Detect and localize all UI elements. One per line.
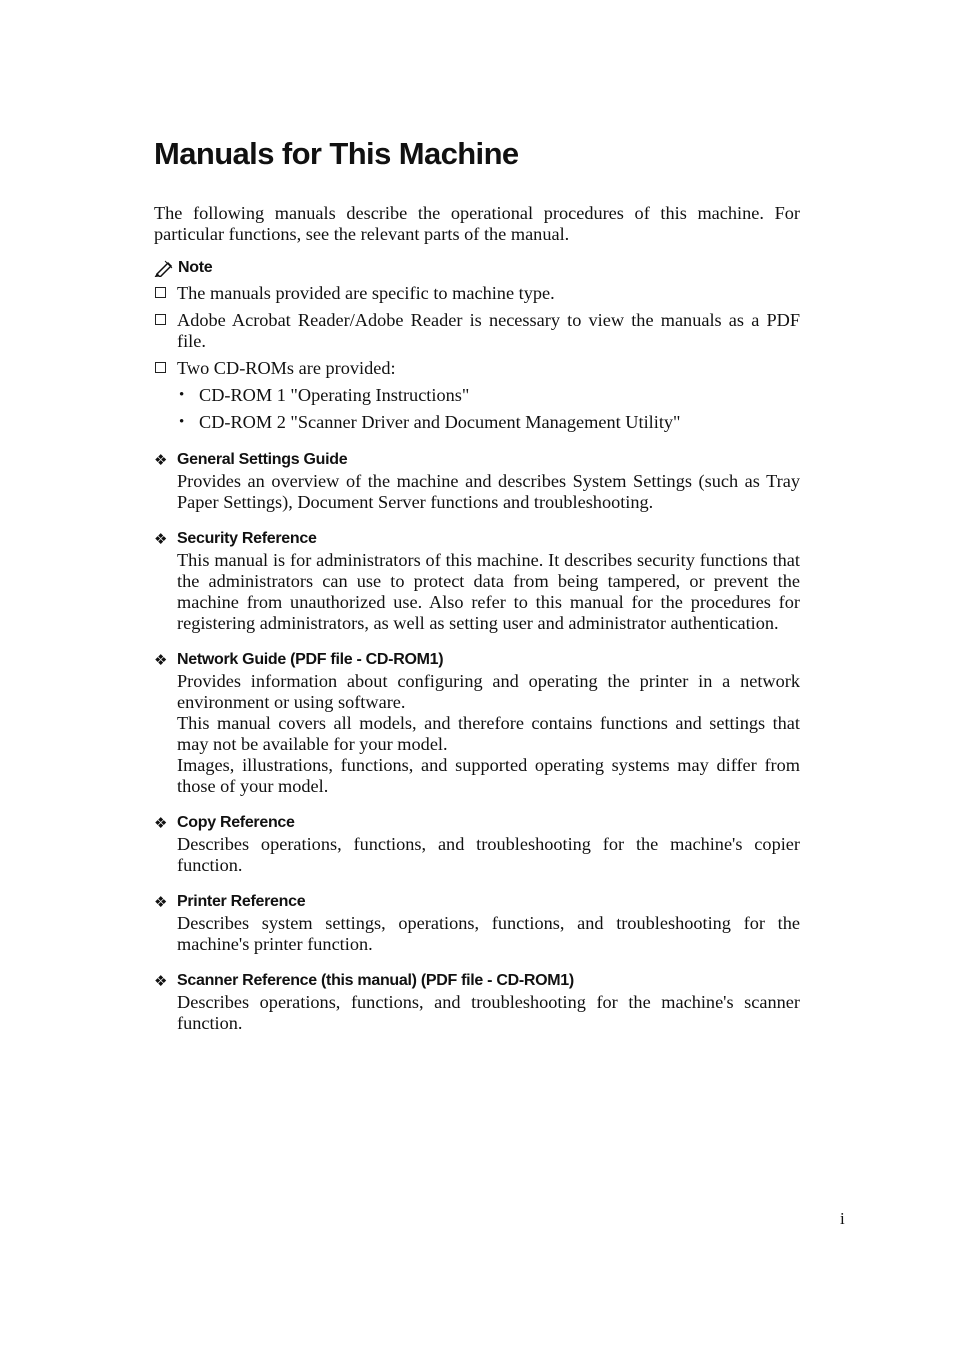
section-title: General Settings Guide <box>177 451 348 468</box>
section-heading <box>154 450 800 470</box>
diamond-icon: ❖ <box>154 451 168 469</box>
manual-sections <box>154 450 800 1050</box>
section-heading <box>154 892 800 912</box>
section-heading <box>154 529 800 549</box>
section-general-settings-guide <box>154 450 800 513</box>
bullet-icon: • <box>179 387 185 403</box>
section-body: Describes operations, functions, and troubleshooting for the machine's copier function. <box>177 834 800 875</box>
diamond-icon: ❖ <box>154 893 168 911</box>
section-security-reference <box>154 529 800 634</box>
cd-rom-item: • CD-ROM 1 "Operating Instructions" <box>179 385 470 405</box>
note-item: Adobe Acrobat Reader/Adobe Reader is necessary to view the manuals as a PDF file. <box>154 310 800 352</box>
diamond-icon: ❖ <box>154 651 168 669</box>
pencil-icon <box>154 260 174 277</box>
page-title: Manuals for This Machine <box>154 136 519 171</box>
section-heading <box>154 971 800 991</box>
section-title: Printer Reference <box>177 893 306 910</box>
checkbox-icon <box>155 314 166 325</box>
section-body: This manual is for administrators of this machine. It describes security functions that the administrators can use to protect data from being tampered, or prevent the machine from unauthorized use. Also refer to this manual for the procedures for registering administrators, as well as setting user and administrator authentication. <box>177 550 800 633</box>
intro-paragraph: The following manuals describe the operational procedures of this machine. For particular functions, see the relevant parts of the manual. <box>154 203 800 244</box>
section-title: Security Reference <box>177 530 317 547</box>
section-body: Provides information about configuring and operating the printer in a network environment or using software. This manual covers all models, and therefore contains functions and settings that may not be available for your model. Images, illustrations, functions, and supported operating systems may differ from those of your model. <box>177 671 800 796</box>
section-network-guide <box>154 650 800 797</box>
section-title: Copy Reference <box>177 814 295 831</box>
bullet-icon: • <box>179 414 185 430</box>
diamond-icon: ❖ <box>154 530 168 548</box>
section-heading <box>154 813 800 833</box>
section-body: Provides an overview of the machine and describes System Settings (such as Tray Paper Settings), Document Server functions and troubleshooting. <box>177 471 800 512</box>
checkbox-icon <box>155 362 166 373</box>
section-printer-reference <box>154 892 800 955</box>
section-title: Network Guide (PDF file - CD-ROM1) <box>177 651 444 668</box>
cd-rom-list <box>177 385 800 433</box>
note-heading <box>154 258 212 278</box>
checkbox-icon <box>155 287 166 298</box>
note-label: Note <box>178 259 213 276</box>
section-scanner-reference <box>154 971 800 1034</box>
note-item: Two CD-ROMs are provided: • CD-ROM 1 "Operating Instructions" • CD-ROM 2 "Scanner Driver and Document Management Utility" <box>154 358 800 433</box>
page-number: i <box>840 1209 845 1228</box>
cd-rom-item: • CD-ROM 2 "Scanner Driver and Document Management Utility" <box>179 412 681 432</box>
section-copy-reference <box>154 813 800 876</box>
note-item: The manuals provided are specific to machine type. <box>154 283 800 304</box>
note-list <box>154 283 800 439</box>
section-title: Scanner Reference (this manual) (PDF file - CD-ROM1) <box>177 972 574 989</box>
diamond-icon: ❖ <box>154 972 168 990</box>
diamond-icon: ❖ <box>154 814 168 832</box>
section-heading <box>154 650 800 670</box>
section-body: Describes operations, functions, and troubleshooting for the machine's scanner function. <box>177 992 800 1033</box>
section-body: Describes system settings, operations, functions, and troubleshooting for the machine's printer function. <box>177 913 800 954</box>
